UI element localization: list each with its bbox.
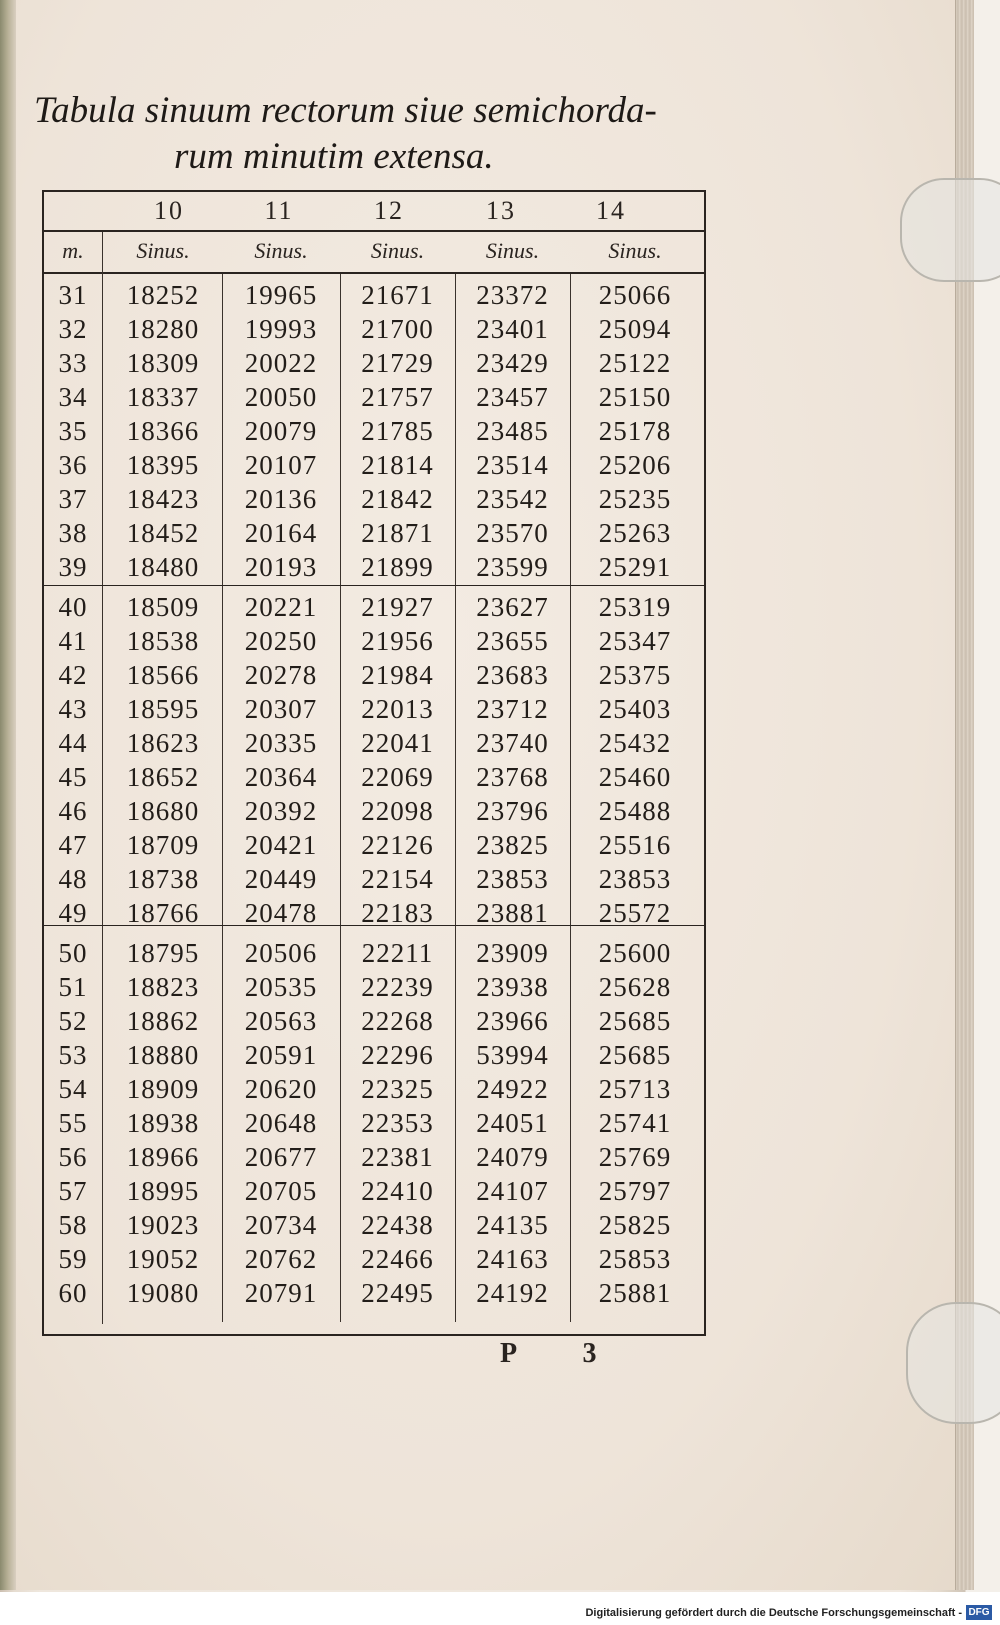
table-row <box>44 828 704 862</box>
sine-cell: 24051 <box>476 1108 549 1138</box>
minute-cell: 52 <box>58 1006 88 1036</box>
sine-cell: 18862 <box>126 1006 200 1036</box>
minute-cell: 50 <box>58 938 88 968</box>
sine-cell: 20734 <box>244 1210 318 1240</box>
sine-cell: 23796 <box>476 796 549 826</box>
title-line-2: rum minutim extensa. <box>174 136 494 177</box>
sine-cell: 20705 <box>244 1176 318 1206</box>
table-row <box>44 448 704 482</box>
sine-cell: 25178 <box>598 416 672 446</box>
sine-cell: 18595 <box>126 694 200 724</box>
table-row <box>44 862 704 896</box>
table-row <box>44 278 704 312</box>
sine-cell: 18880 <box>126 1040 200 1070</box>
sinus-header: Sinus. <box>254 238 308 263</box>
sine-cell: 19080 <box>126 1278 200 1308</box>
minute-cell: 35 <box>58 416 88 446</box>
degree-label: 10 <box>154 196 184 225</box>
sine-cell: 22154 <box>361 864 434 894</box>
sine-cell: 19052 <box>126 1244 200 1274</box>
table-row <box>44 1106 704 1140</box>
table-row <box>44 624 704 658</box>
sine-cell: 22268 <box>361 1006 434 1036</box>
sine-cell: 23372 <box>476 280 549 310</box>
minute-cell: 39 <box>58 552 88 582</box>
sine-cell: 22098 <box>361 796 434 826</box>
minute-cell: 37 <box>58 484 88 514</box>
sine-cell: 20107 <box>244 450 318 480</box>
table-row <box>44 346 704 380</box>
sine-cell: 18337 <box>126 382 200 412</box>
sine-cell: 21700 <box>361 314 434 344</box>
sine-cell: 18509 <box>126 592 200 622</box>
sine-cell: 18795 <box>126 938 200 968</box>
sine-cell: 20421 <box>244 830 318 860</box>
table-row <box>44 516 704 550</box>
sine-cell: 24135 <box>476 1210 549 1240</box>
sine-cell: 22183 <box>361 898 434 928</box>
sine-cell: 18623 <box>126 728 200 758</box>
minute-cell: 53 <box>58 1040 88 1070</box>
sine-cell: 20364 <box>244 762 318 792</box>
sine-cell: 23401 <box>476 314 549 344</box>
sine-cell: 18538 <box>126 626 200 656</box>
signature-mark: P 3 <box>500 1338 627 1369</box>
minute-cell: 44 <box>58 728 88 758</box>
sine-cell: 21984 <box>361 660 434 690</box>
sine-cell: 24922 <box>476 1074 549 1104</box>
table-row <box>44 414 704 448</box>
sine-cell: 20791 <box>244 1278 318 1308</box>
sine-cell: 20278 <box>244 660 318 690</box>
sine-cell: 23853 <box>598 864 672 894</box>
sine-cell: 23881 <box>476 898 549 928</box>
table-row <box>44 1208 704 1242</box>
sine-cell: 22041 <box>361 728 434 758</box>
sine-cell: 20563 <box>244 1006 318 1036</box>
sinus-header: Sinus. <box>370 238 425 263</box>
sine-cell: 18938 <box>126 1108 200 1138</box>
sine-cell: 25066 <box>598 280 672 310</box>
minute-cell: 47 <box>58 830 88 860</box>
sine-cell: 21814 <box>361 450 434 480</box>
sine-cell: 23429 <box>476 348 549 378</box>
sine-cell: 25319 <box>598 592 672 622</box>
sine-cell: 21671 <box>361 280 434 310</box>
sine-cell: 21729 <box>361 348 434 378</box>
sine-cell: 21871 <box>361 518 434 548</box>
table-row <box>44 482 704 516</box>
sine-cell: 23740 <box>476 728 549 758</box>
table-row <box>44 1276 704 1310</box>
sinus-header: Sinus. <box>608 238 662 263</box>
sine-cell: 20478 <box>244 898 318 928</box>
sine-cell: 22325 <box>361 1074 434 1104</box>
sine-cell: 23457 <box>476 382 549 412</box>
minute-cell: 57 <box>58 1176 88 1206</box>
sine-cell: 20164 <box>244 518 318 548</box>
sine-cell: 25094 <box>598 314 672 344</box>
sine-cell: 22211 <box>361 938 434 968</box>
sine-cell: 18395 <box>126 450 200 480</box>
minute-cell: 54 <box>58 1074 88 1104</box>
sine-cell: 25403 <box>598 694 672 724</box>
sine-cell: 23599 <box>476 552 549 582</box>
table-row <box>44 658 704 692</box>
sine-cell: 21899 <box>361 552 434 582</box>
sine-cell: 25347 <box>598 626 672 656</box>
sine-cell: 22495 <box>361 1278 434 1308</box>
sine-cell: 20221 <box>244 592 318 622</box>
sine-cell: 25628 <box>598 972 672 1002</box>
sine-cell: 23909 <box>476 938 549 968</box>
sine-cell: 25432 <box>598 728 672 758</box>
minute-cell: 43 <box>58 694 88 724</box>
table-row <box>44 936 704 970</box>
sine-cell: 21956 <box>361 626 434 656</box>
table-row <box>44 1004 704 1038</box>
minute-header: m. <box>62 238 84 263</box>
sine-cell: 20193 <box>244 552 318 582</box>
sine-cell: 24163 <box>476 1244 549 1274</box>
sine-cell: 20079 <box>244 416 318 446</box>
minute-cell: 60 <box>58 1278 88 1308</box>
sine-cell: 20535 <box>244 972 318 1002</box>
sine-cell: 23485 <box>476 416 549 446</box>
sine-cell: 23966 <box>476 1006 549 1036</box>
minute-cell: 40 <box>58 592 88 622</box>
sine-cell: 23938 <box>476 972 549 1002</box>
sine-cell: 25235 <box>598 484 672 514</box>
sine-cell: 22296 <box>361 1040 434 1070</box>
sine-cell: 25206 <box>598 450 672 480</box>
sine-cell: 20648 <box>244 1108 318 1138</box>
degree-label: 13 <box>486 196 516 225</box>
sine-cell: 20050 <box>244 382 318 412</box>
sine-cell: 25572 <box>598 898 672 928</box>
degree-label: 14 <box>596 196 626 225</box>
sine-cell: 20307 <box>244 694 318 724</box>
sine-cell: 19965 <box>244 280 318 310</box>
sine-cell: 23712 <box>476 694 549 724</box>
sine-cell: 18652 <box>126 762 200 792</box>
sine-cell: 20591 <box>244 1040 318 1070</box>
sine-cell: 21757 <box>361 382 434 412</box>
minute-cell: 31 <box>58 280 88 310</box>
sine-cell: 53994 <box>476 1040 549 1070</box>
sine-cell: 23655 <box>476 626 549 656</box>
sine-table <box>42 190 706 1336</box>
sinus-header: Sinus. <box>136 238 190 263</box>
sine-cell: 25291 <box>598 552 672 582</box>
sine-cell: 22069 <box>361 762 434 792</box>
sine-cell: 18366 <box>126 416 200 446</box>
sine-cell: 25881 <box>598 1278 672 1308</box>
sine-cell: 25263 <box>598 518 672 548</box>
sine-cell: 25375 <box>598 660 672 690</box>
sine-cell: 22381 <box>361 1142 434 1172</box>
minute-cell: 38 <box>58 518 88 548</box>
table-row <box>44 312 704 346</box>
sine-cell: 20136 <box>244 484 318 514</box>
sine-cell: 25150 <box>598 382 672 412</box>
sine-cell: 19023 <box>126 1210 200 1240</box>
title-line-1: Tabula sinuum rectorum siue semichorda- <box>34 90 657 131</box>
table-row <box>44 970 704 1004</box>
sinus-header: Sinus. <box>485 238 540 263</box>
minute-cell: 32 <box>58 314 88 344</box>
minute-cell: 36 <box>58 450 88 480</box>
sine-cell: 22353 <box>361 1108 434 1138</box>
sine-cell: 24079 <box>476 1142 549 1172</box>
sine-cell: 20022 <box>244 348 318 378</box>
table-row <box>44 1140 704 1174</box>
table-row <box>44 1242 704 1276</box>
sine-cell: 25825 <box>598 1210 672 1240</box>
minute-cell: 58 <box>58 1210 88 1240</box>
table-row <box>44 692 704 726</box>
sine-cell: 18480 <box>126 552 200 582</box>
sine-cell: 18680 <box>126 796 200 826</box>
sine-cell: 18738 <box>126 864 200 894</box>
group-divider <box>44 585 704 586</box>
table-row <box>44 380 704 414</box>
sine-cell: 20762 <box>244 1244 318 1274</box>
sine-cell: 22466 <box>361 1244 434 1274</box>
page-clip-top <box>900 178 1000 282</box>
sine-cell: 20335 <box>244 728 318 758</box>
sine-cell: 24192 <box>476 1278 549 1308</box>
sine-cell: 18709 <box>126 830 200 860</box>
page-title <box>34 88 714 180</box>
sine-cell: 25122 <box>598 348 672 378</box>
table-row <box>44 794 704 828</box>
sine-cell: 23683 <box>476 660 549 690</box>
table-row <box>44 1038 704 1072</box>
sine-cell: 25713 <box>598 1074 672 1104</box>
degree-label: 12 <box>374 196 404 225</box>
sine-cell: 25685 <box>598 1006 672 1036</box>
table-row <box>44 550 704 584</box>
sine-cell: 21785 <box>361 416 434 446</box>
sine-cell: 20250 <box>244 626 318 656</box>
sine-cell: 23825 <box>476 830 549 860</box>
sine-cell: 25685 <box>598 1040 672 1070</box>
minute-cell: 45 <box>58 762 88 792</box>
sine-cell: 25797 <box>598 1176 672 1206</box>
sine-cell: 21842 <box>361 484 434 514</box>
minute-cell: 42 <box>58 660 88 690</box>
degree-header-row <box>44 192 704 232</box>
dfg-logo: DFG <box>966 1605 992 1620</box>
sine-cell: 18566 <box>126 660 200 690</box>
table-row <box>44 1072 704 1106</box>
sine-cell: 22126 <box>361 830 434 860</box>
sine-cell: 25600 <box>598 938 672 968</box>
table-row <box>44 896 704 930</box>
sine-cell: 19993 <box>244 314 318 344</box>
sine-cell: 24107 <box>476 1176 549 1206</box>
sine-cell: 18995 <box>126 1176 200 1206</box>
sine-cell: 25516 <box>598 830 672 860</box>
table-row <box>44 590 704 624</box>
sine-cell: 20392 <box>244 796 318 826</box>
sine-cell: 21927 <box>361 592 434 622</box>
sine-cell: 23768 <box>476 762 549 792</box>
table-row <box>44 760 704 794</box>
sine-cell: 22013 <box>361 694 434 724</box>
sine-cell: 22239 <box>361 972 434 1002</box>
sine-cell: 18452 <box>126 518 200 548</box>
sine-cell: 18766 <box>126 898 200 928</box>
sine-cell: 23570 <box>476 518 549 548</box>
sine-cell: 23542 <box>476 484 549 514</box>
sine-cell: 18909 <box>126 1074 200 1104</box>
degree-label: 11 <box>264 196 294 225</box>
sine-cell: 18423 <box>126 484 200 514</box>
sine-cell: 23853 <box>476 864 549 894</box>
sine-cell: 25488 <box>598 796 672 826</box>
sine-cell: 20677 <box>244 1142 318 1172</box>
minute-cell: 48 <box>58 864 88 894</box>
sine-cell: 25460 <box>598 762 672 792</box>
table-row <box>44 726 704 760</box>
page-clip-bottom <box>906 1302 1000 1424</box>
sine-cell: 23627 <box>476 592 549 622</box>
column-header-row <box>44 232 704 274</box>
minute-cell: 34 <box>58 382 88 412</box>
minute-cell: 41 <box>58 626 88 656</box>
book-binding-edge <box>0 0 16 1590</box>
sine-cell: 25853 <box>598 1244 672 1274</box>
minute-cell: 49 <box>58 898 88 928</box>
sine-cell: 25741 <box>598 1108 672 1138</box>
table-row <box>44 1174 704 1208</box>
minute-cell: 56 <box>58 1142 88 1172</box>
minute-cell: 55 <box>58 1108 88 1138</box>
minute-cell: 46 <box>58 796 88 826</box>
footer-credit: Digitalisierung gefördert durch die Deutsche Forschungsgemeinschaft - <box>585 1607 962 1619</box>
minute-cell: 33 <box>58 348 88 378</box>
sine-cell: 23514 <box>476 450 549 480</box>
sine-cell: 20449 <box>244 864 318 894</box>
sine-cell: 18280 <box>126 314 200 344</box>
sine-cell: 18966 <box>126 1142 200 1172</box>
sine-cell: 18823 <box>126 972 200 1002</box>
sine-cell: 25769 <box>598 1142 672 1172</box>
sine-cell: 20620 <box>244 1074 318 1104</box>
minute-cell: 51 <box>58 972 88 1002</box>
sine-cell: 22438 <box>361 1210 434 1240</box>
sine-cell: 22410 <box>361 1176 434 1206</box>
sine-cell: 18309 <box>126 348 200 378</box>
minute-cell: 59 <box>58 1244 88 1274</box>
sine-cell: 20506 <box>244 938 318 968</box>
sine-cell: 18252 <box>126 280 200 310</box>
